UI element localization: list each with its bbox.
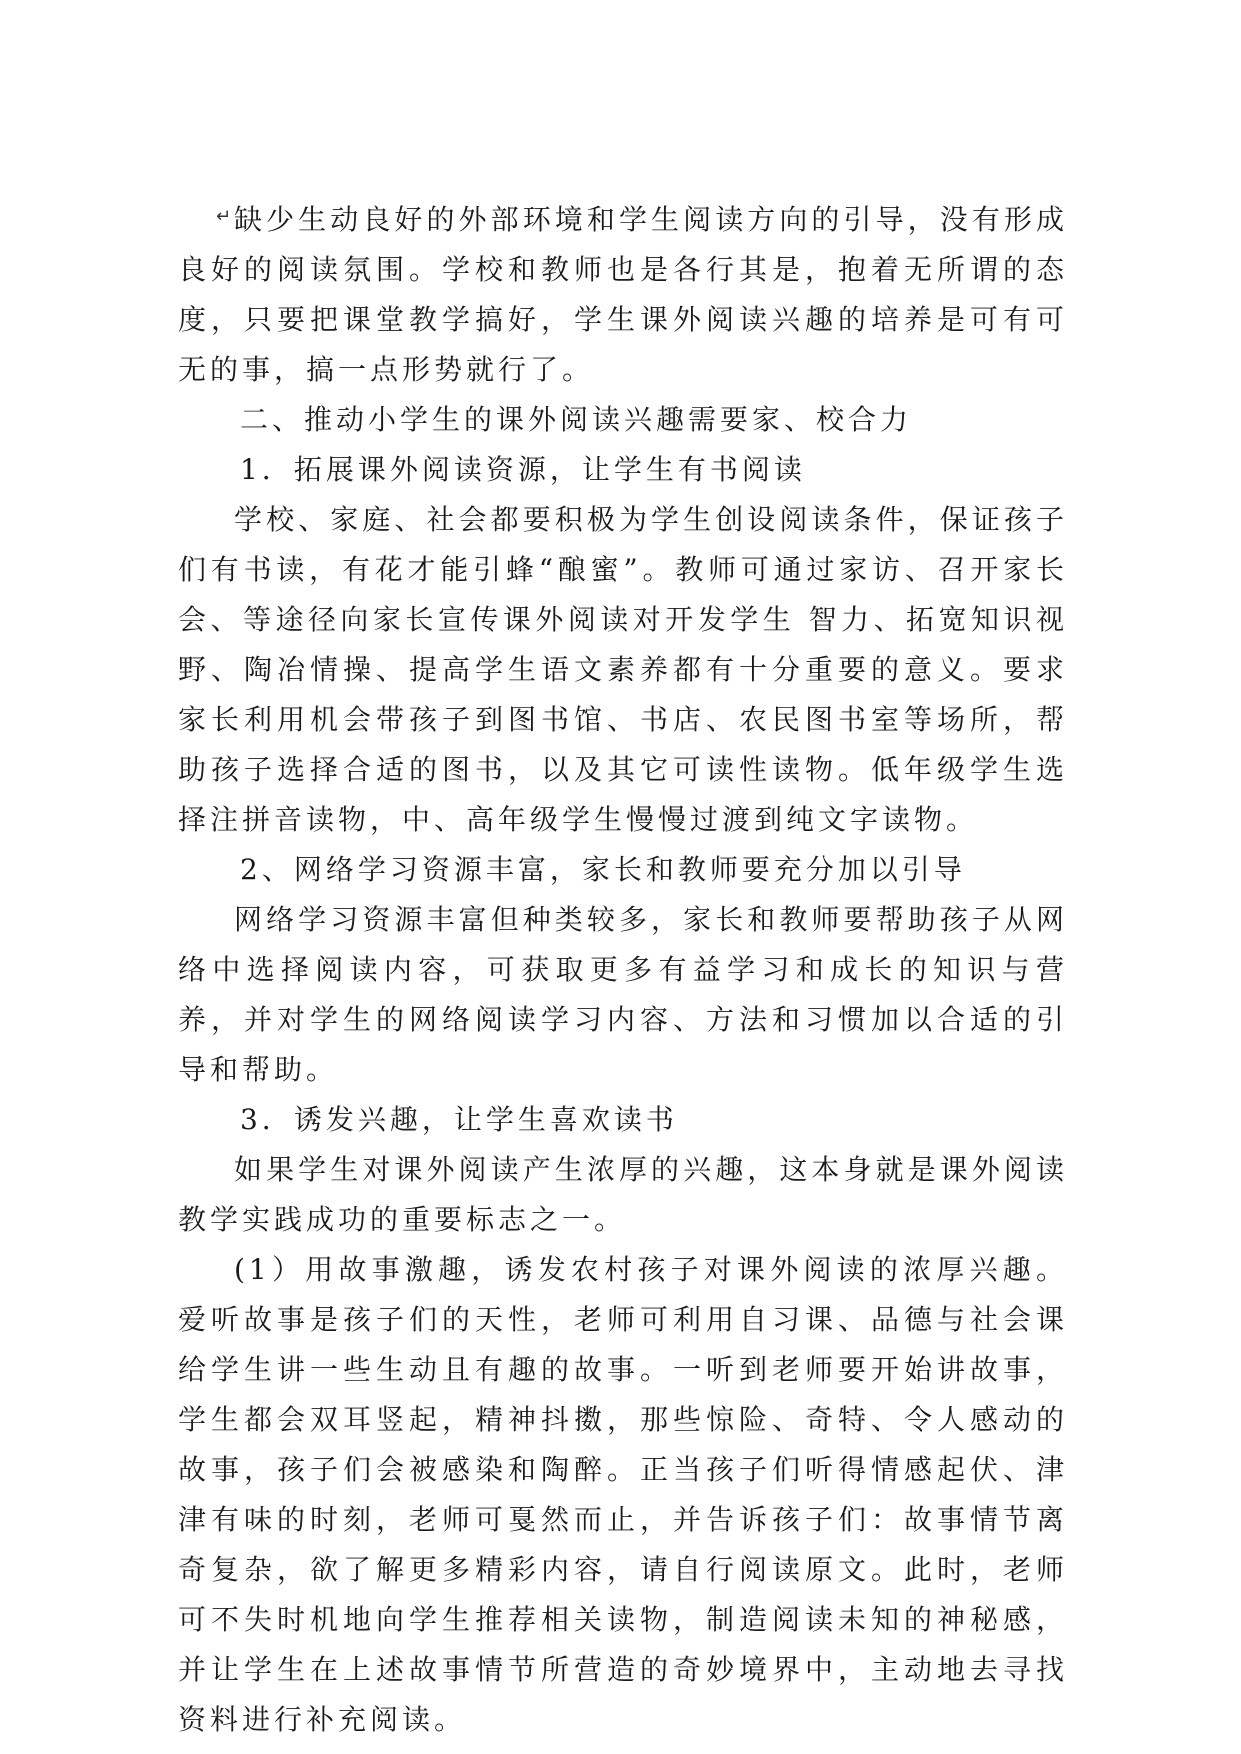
paragraph-resources: 学校、家庭、社会都要积极为学生创设阅读条件，保证孩子们有书读，有花才能引蜂“酿蜜”。教师可通过家访、召开家长会、等途径向家长宣传课外阅读对开发学生 智力、拓宽知识视野、陶冶情操、提高学生语文素养都有十分重要的意义。要求家长利用机会带孩子到图书馆、书店、农民图书室等场所，帮助孩子选择合适的图书，以及其它可读性读物。低年级学生选择注拼音读物，中、高年级学生慢慢过渡到纯文字读物。 bbox=[178, 503, 1068, 836]
paragraph-story: (1）用故事激趣，诱发农村孩子对课外阅读的浓厚兴趣。爱听故事是孩子们的天性，老师可利用自习课、品德与社会课给学生讲一些生动且有趣的故事。一听到老师要开始讲故事，学生都会双耳竖起，精神抖擞，那些惊险、奇特、令人感动的故事，孩子们会被感染和陶醉。正当孩子们听得情感起伏、津津有味的时刻，老师可戛然而止，并告诉孩子们：故事情节离奇复杂，欲了解更多精彩内容，请自行阅读原文。此时，老师可不失时机地向学生推荐相关读物，制造阅读未知的神秘感，并让学生在上述故事情节所营造的奇妙境界中，主动地去寻找资料进行补充阅读。 bbox=[178, 1253, 1068, 1736]
paragraph-interest: 如果学生对课外阅读产生浓厚的兴趣，这本身就是课外阅读教学实践成功的重要标志之一。 bbox=[178, 1153, 1068, 1236]
paragraph-network: 网络学习资源丰富但种类较多，家长和教师要帮助孩子从网络中选择阅读内容，可获取更多有益学习和成长的知识与营养，并对学生的网络阅读学习内容、方法和习惯加以合适的引导和帮助。 bbox=[178, 903, 1068, 1086]
paragraph-mark-icon: ↵ bbox=[216, 206, 232, 227]
document-body bbox=[178, 195, 1068, 1745]
section-heading-2: 二、推动小学生的课外阅读兴趣需要家、校合力 bbox=[240, 403, 913, 436]
subheading-3: 3．诱发兴趣，让学生喜欢读书 bbox=[240, 1103, 678, 1136]
subheading-2: 2、网络学习资源丰富，家长和教师要充分加以引导 bbox=[240, 853, 966, 886]
subheading-1: 1．拓展课外阅读资源，让学生有书阅读 bbox=[240, 453, 806, 486]
paragraph-intro: 缺少生动良好的外部环境和学生阅读方向的引导，没有形成良好的阅读氛围。学校和教师也是各行其是，抱着无所谓的态度，只要把课堂教学搞好，学生课外阅读兴趣的培养是可有可无的事，搞一点形势就行了。 bbox=[178, 203, 1068, 386]
